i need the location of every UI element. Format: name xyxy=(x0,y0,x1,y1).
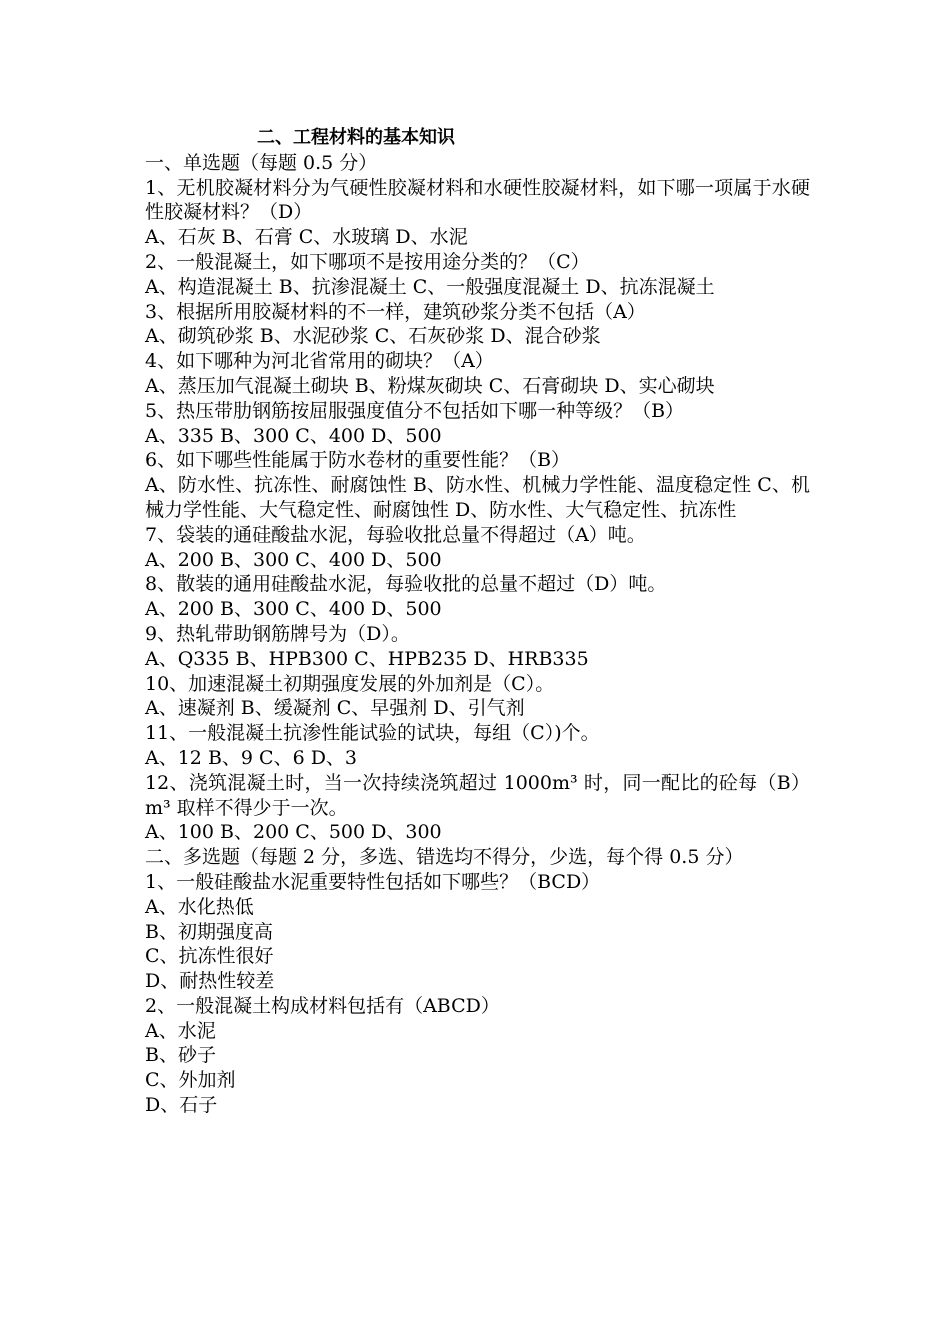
section-title: 二、工程材料的基本知识 xyxy=(257,127,455,148)
text-line: 6、如下哪些性能属于防水卷材的重要性能？（B） xyxy=(145,449,571,472)
text-line: 4、如下哪种为河北省常用的砌块？（A） xyxy=(145,350,494,373)
text-line: A、速凝剂 B、缓凝剂 C、早强剂 D、引气剂 xyxy=(145,697,525,720)
text-line: A、水泥 xyxy=(145,1019,216,1042)
text-line: C、外加剂 xyxy=(145,1069,236,1092)
text-line: A、200 B、300 C、400 D、500 xyxy=(145,548,442,571)
text-line: A、12 B、9 C、6 D、3 xyxy=(145,746,358,769)
text-line: 一、单选题（每题 0.5 分） xyxy=(145,151,378,174)
text-line: A、构造混凝土 B、抗渗混凝土 C、一般强度混凝土 D、抗冻混凝土 xyxy=(145,275,715,298)
text-line: 5、热压带肋钢筋按屈服强度值分不包括如下哪一种等级？（B） xyxy=(145,399,685,422)
document-body xyxy=(145,126,810,1118)
text-line: A、100 B、200 C、500 D、300 xyxy=(145,821,442,844)
text-line: A、Q335 B、HPB300 C、HPB235 D、HRB335 xyxy=(145,647,589,670)
text-line: 1、无机胶凝材料分为气硬性胶凝材料和水硬性胶凝材料，如下哪一项属于水硬性胶凝材料？（D） xyxy=(145,176,810,224)
question-list xyxy=(145,151,810,1118)
text-line: A、砌筑砂浆 B、水泥砂浆 C、石灰砂浆 D、混合砂浆 xyxy=(145,325,601,348)
text-line: B、砂子 xyxy=(145,1044,216,1067)
text-line: A、防水性、抗冻性、耐腐蚀性 B、防水性、机械力学性能、温度稳定性 C、机械力学性能、大气稳定性、耐腐蚀性 D、防水性、大气稳定性、抗冻性 xyxy=(145,474,810,521)
text-line: A、石灰 B、石膏 C、水玻璃 D、水泥 xyxy=(145,226,468,249)
text-line: A、200 B、300 C、400 D、500 xyxy=(145,598,442,621)
text-line: 7、袋装的通硅酸盐水泥，每验收批总量不得超过（A）吨。 xyxy=(145,523,646,546)
text-line: A、蒸压加气混凝土砌块 B、粉煤灰砌块 C、石膏砌块 D、实心砌块 xyxy=(145,374,715,397)
text-line: 2、一般混凝土，如下哪项不是按用途分类的？（C） xyxy=(145,250,590,273)
text-line: A、335 B、300 C、400 D、500 xyxy=(145,424,442,447)
text-line: D、耐热性较差 xyxy=(145,970,275,993)
text-line: 12、浇筑混凝土时，当一次持续浇筑超过 1000m³ 时，同一配比的砼每（B）m³ 取样不得少于一次。 xyxy=(145,771,810,819)
text-line: C、抗冻性很好 xyxy=(145,945,274,968)
text-line: D、石子 xyxy=(145,1094,218,1117)
text-line: 8、散装的通用硅酸盐水泥，每验收批的总量不超过（D）吨。 xyxy=(145,573,667,596)
text-line: 11、一般混凝土抗渗性能试验的试块，每组（C）)个。 xyxy=(145,722,600,745)
text-line: 9、热轧带助钢筋牌号为（D）。 xyxy=(145,622,410,645)
text-line: 1、一般硅酸盐水泥重要特性包括如下哪些？（BCD） xyxy=(145,870,601,893)
text-line: 2、一般混凝土构成材料包括有（ABCD） xyxy=(145,994,500,1017)
text-line: 10、加速混凝土初期强度发展的外加剂是（C）。 xyxy=(145,672,555,695)
text-line: 3、根据所用胶凝材料的不一样，建筑砂浆分类不包括（A） xyxy=(145,300,646,323)
text-line: B、初期强度高 xyxy=(145,920,273,943)
text-line: A、水化热低 xyxy=(145,895,254,918)
text-line: 二、多选题（每题 2 分，多选、错选均不得分，少选，每个得 0.5 分） xyxy=(145,846,744,869)
